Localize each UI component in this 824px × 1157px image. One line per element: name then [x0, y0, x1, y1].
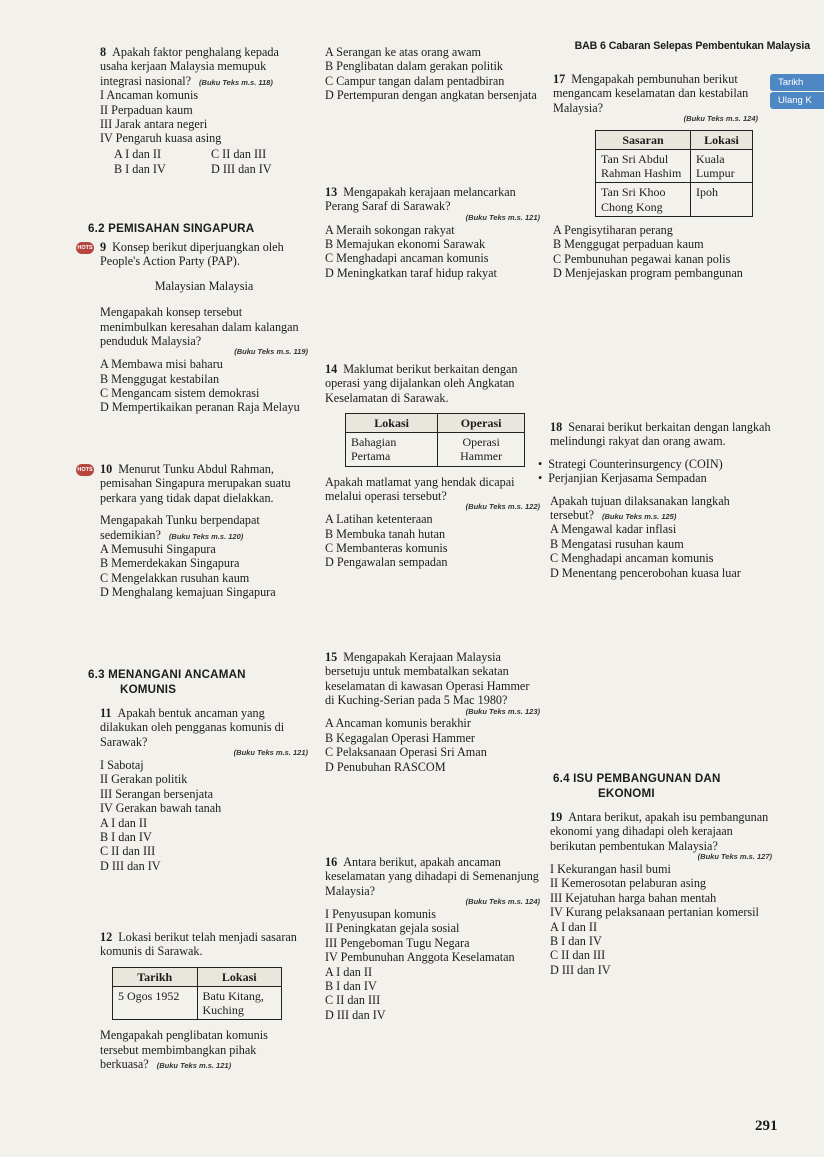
question-text: Lokasi berikut telah menjadi sasaran komunis di Sarawak. [100, 930, 297, 959]
option-c[interactable]: C Membanteras komunis [325, 541, 448, 556]
question-text: Maklumat berikut berkaitan dengan operasi yang dijalankan oleh Angkatan Keselamatan di Sarawak. [325, 362, 518, 405]
question-number: 15 [325, 650, 338, 664]
option-b[interactable]: B Membuka tanah hutan [325, 526, 446, 541]
option-c[interactable]: C II dan III [211, 146, 267, 161]
option-a[interactable]: A Ancaman komunis berakhir [325, 716, 471, 731]
statement-item: IV Pembunuhan Anggota Keselamatan [325, 950, 515, 965]
statement-item: III Jarak antara negeri [100, 116, 208, 131]
option-a[interactable]: A Memusuhi Singapura [100, 541, 216, 556]
question-12 [100, 930, 308, 1071]
question-19 [550, 810, 772, 977]
table-cell: Tan Sri Khoo Chong Kong [596, 183, 691, 216]
table-cell [346, 433, 438, 466]
section-heading-6-4: 6.4 ISU PEMBANGUNAN DAN [553, 772, 721, 785]
table-header: Lokasi [690, 131, 752, 150]
table-cell: Tan Sri Abdul Rahman Hashim [596, 150, 691, 183]
tab-ulang-kaji[interactable]: Ulang K [770, 92, 824, 109]
option-d[interactable]: D Penubuhan RASCOM [325, 759, 446, 774]
question-text: Senarai berikut berkaitan dengan langkah melindungi rakyat dan orang awam. [550, 420, 771, 449]
option-b[interactable]: B I dan IV [100, 829, 152, 844]
cell-line: Pertama [351, 449, 391, 464]
statement-item: IV Gerakan bawah tanah [100, 801, 222, 816]
section-heading-6-3: 6.3 MENANGANI ANCAMAN [88, 668, 246, 681]
chapter-header: BAB 6 Cabaran Selepas Pembentukan Malaysia [574, 40, 810, 52]
question-text: Mengapakah Kerajaan Malaysia bersetuju untuk membatalkan sekatan keselamatan di kawasan Operasi Hammer di Kuching-Serian pada 5 Mac 1980? [325, 650, 530, 708]
question-9 [77, 240, 308, 415]
source-ref: (Buku Teks m.s. 124) [465, 897, 540, 907]
option-b[interactable]: B Menggugat perpaduan kaum [553, 237, 704, 252]
concept-label: Malaysian Malaysia [154, 278, 254, 293]
statement-item: IV Kurang pelaksanaan pertanian komersil [550, 905, 759, 920]
source-ref: (Buku Teks m.s. 123) [465, 706, 540, 716]
option-a[interactable]: A Membawa misi baharu [100, 357, 223, 372]
option-d[interactable]: D Mempertikaikan peranan Raja Melayu [100, 400, 300, 415]
table-header: Operasi [438, 414, 525, 433]
source-ref: (Buku Teks m.s. 121) [156, 1061, 232, 1071]
question-12-options [325, 45, 540, 103]
source-ref: (Buku Teks m.s. 119) [234, 347, 308, 357]
question-number: 12 [100, 930, 113, 944]
statement-item: I Penyusupan komunis [325, 907, 437, 922]
section-heading-6-3-cont: KOMUNIS [120, 683, 177, 696]
question-number: 10 [100, 462, 113, 476]
question-15 [325, 650, 540, 774]
section-heading-6-4-cont: EKONOMI [598, 787, 655, 800]
question-text: Mengapakah Tunku berpendapat sedemikian? [100, 513, 260, 542]
statement-item: III Kejatuhan harga bahan mentah [550, 890, 717, 905]
statement-item: II Peningkatan gejala sosial [325, 921, 460, 936]
table-header: Lokasi [346, 414, 438, 433]
question-number: 9 [100, 240, 107, 254]
bullet-item: • Strategi Counterinsurgency (COIN) [550, 457, 772, 471]
location-table [112, 967, 282, 1020]
source-ref: (Buku Teks m.s. 122) [465, 502, 540, 512]
tab-tarikh[interactable]: Tarikh [770, 74, 824, 91]
table-cell: 5 Ogos 1952 [113, 986, 198, 1019]
question-number: 14 [325, 362, 338, 376]
option-a[interactable]: A I dan II [550, 919, 598, 934]
page-number: 291 [755, 1118, 778, 1134]
option-d[interactable]: D Menghalang kemajuan Singapura [100, 585, 276, 600]
option-c[interactable]: C Pembunuhan pegawai kanan polis [553, 251, 731, 266]
question-text: Apakah tujuan dilaksanakan langkah tersebut? [550, 493, 730, 522]
option-d[interactable]: D III dan IV [211, 162, 272, 177]
statement-item: II Perpaduan kaum [100, 102, 193, 117]
question-number: 18 [550, 420, 563, 434]
question-number: 19 [550, 810, 563, 824]
question-text: Apakah faktor penghalang kepada usaha kerjaan Malaysia memupuk integrasi nasional? [100, 45, 279, 88]
option-a[interactable]: A Mengawal kadar inflasi [550, 522, 677, 537]
cell-line: Hammer [460, 449, 503, 464]
option-b[interactable]: B I dan IV [325, 978, 377, 993]
statement-item: IV Pengaruh kuasa asing [100, 131, 222, 146]
option-c[interactable]: C Mengelakkan rusuhan kaum [100, 570, 250, 585]
source-ref: (Buku Teks m.s. 121) [465, 212, 540, 222]
option-c[interactable]: C Menghadapi ancaman komunis [325, 251, 489, 266]
statement-item: I Kekurangan hasil bumi [550, 862, 671, 877]
cell-line: Batu Kitang, [202, 988, 264, 1003]
question-18 [550, 420, 772, 580]
option-c[interactable]: C Mengancam sistem demokrasi [100, 385, 260, 400]
option-a[interactable]: A Latihan ketenteraan [325, 512, 433, 527]
option-d[interactable]: D Menjejaskan program pembangunan [553, 265, 743, 280]
question-11 [100, 706, 308, 873]
table-cell [197, 986, 282, 1019]
option-a[interactable]: A Serangan ke atas orang awam [325, 45, 482, 59]
question-text: Mengapakah penglibatan komunis tersebut membimbangkan pihak berkuasa? [100, 1028, 268, 1072]
source-ref: (Buku Teks m.s. 124) [683, 114, 758, 124]
table-cell: Ipoh [690, 183, 752, 216]
option-b[interactable]: B Penglibatan dalam gerakan politik [325, 59, 504, 74]
option-d[interactable]: D III dan IV [100, 858, 161, 873]
option-d[interactable]: D III dan IV [550, 962, 611, 977]
statement-item: I Ancaman komunis [100, 88, 199, 103]
statement-item: III Serangan bersenjata [100, 786, 214, 801]
option-b[interactable]: B Mengatasi rusuhan kaum [550, 536, 684, 551]
source-ref: (Buku Teks m.s. 125) [602, 511, 677, 521]
option-c[interactable]: C Menghadapi ancaman komunis [550, 551, 714, 566]
question-text: Apakah matlamat yang hendak dicapai melalui operasi tersebut? [325, 474, 515, 504]
option-d[interactable]: D III dan IV [325, 1007, 386, 1022]
source-ref: (Buku Teks m.s. 121) [233, 748, 308, 758]
question-17 [553, 72, 758, 280]
question-text: Apakah bentuk ancaman yang dilakukan oleh pengganas komunis di Sarawak? [100, 706, 285, 749]
table-cell: Kuala Lumpur [690, 150, 752, 183]
option-c[interactable]: C II dan III [550, 948, 606, 963]
option-c[interactable]: C II dan III [100, 844, 156, 859]
option-a[interactable]: A I dan II [100, 815, 148, 830]
option-b[interactable]: B Menggugat kestabilan [100, 371, 220, 386]
source-ref: (Buku Teks m.s. 120) [168, 531, 244, 541]
question-16 [325, 855, 540, 1022]
option-d[interactable]: D Pengawalan sempadan [325, 555, 448, 570]
question-number: 13 [325, 185, 338, 199]
source-ref: (Buku Teks m.s. 127) [697, 852, 772, 862]
option-c[interactable]: C II dan III [325, 993, 381, 1008]
table-cell [438, 433, 525, 466]
hots-badge: HOTS [76, 242, 94, 254]
cell-line: Bahagian [351, 435, 397, 450]
option-c[interactable]: C Pelaksanaan Operasi Sri Aman [325, 745, 487, 760]
question-text: Mengapakah konsep tersebut menimbulkan keresahan dalam kalangan penduduk Malaysia? [100, 305, 299, 348]
option-d[interactable]: D Meningkatkan taraf hidup rakyat [325, 265, 497, 280]
question-text: Mengapakah kerajaan melancarkan Perang Saraf di Sarawak? [325, 185, 516, 214]
source-ref: (Buku Teks m.s. 118) [199, 77, 273, 87]
target-table [595, 130, 753, 217]
option-b[interactable]: B Memerdekakan Singapura [100, 556, 240, 571]
question-number: 11 [100, 706, 112, 720]
table-header: Lokasi [197, 967, 282, 986]
question-text: Mengapakah pembunuhan berikut mengancam keselamatan dan kestabilan Malaysia? [553, 72, 749, 115]
question-text: Antara berikut, apakah isu pembangunan ekonomi yang dihadapi oleh kerajaan berikutan pembentukan Malaysia? [550, 810, 769, 853]
option-a[interactable]: A I dan II [114, 146, 162, 161]
question-8 [100, 45, 308, 177]
question-14 [325, 362, 540, 570]
section-heading-6-2: 6.2 PEMISAHAN SINGAPURA [88, 222, 255, 235]
bullet-item: • Perjanjian Kerjasama Sempadan [550, 471, 772, 485]
table-header: Sasaran [596, 131, 691, 150]
option-b[interactable]: B Memajukan ekonomi Sarawak [325, 237, 486, 252]
option-d[interactable]: D Pertempuran dengan angkatan bersenjata [325, 88, 537, 103]
table-header: Tarikh [113, 967, 198, 986]
question-10 [77, 462, 308, 600]
question-text: Antara berikut, apakah ancaman keselamatan yang dihadapi di Semenanjung Malaysia? [325, 855, 539, 898]
question-number: 8 [100, 45, 107, 59]
question-text: Konsep berikut diperjuangkan oleh People's Action Party (PAP). [100, 240, 284, 269]
option-b[interactable]: B Kegagalan Operasi Hammer [325, 730, 475, 745]
hots-badge: HOTS [76, 464, 94, 476]
statement-item: I Sabotaj [100, 758, 144, 773]
option-a[interactable]: A I dan II [325, 964, 373, 979]
operation-table [345, 413, 525, 466]
statement-item: III Pengeboman Tugu Negara [325, 935, 470, 950]
option-a[interactable]: A Meraih sokongan rakyat [325, 222, 455, 237]
question-text: Menurut Tunku Abdul Rahman, pemisahan Singapura merupakan suatu perkara yang tidak dapat dielakkan. [100, 462, 291, 505]
statement-item: II Gerakan politik [100, 772, 188, 787]
cell-line: Kuching [202, 1003, 244, 1018]
option-b[interactable]: B I dan IV [114, 162, 166, 177]
option-b[interactable]: B I dan IV [550, 933, 602, 948]
cell-line: Operasi [462, 435, 500, 450]
question-number: 17 [553, 72, 566, 86]
question-number: 16 [325, 855, 338, 869]
option-d[interactable]: D Menentang pencerobohan kuasa luar [550, 565, 741, 580]
option-a[interactable]: A Pengisytiharan perang [553, 222, 673, 237]
option-c[interactable]: C Campur tangan dalam pentadbiran [325, 73, 505, 88]
question-13 [325, 185, 540, 280]
statement-item: II Kemerosotan pelaburan asing [550, 876, 707, 891]
